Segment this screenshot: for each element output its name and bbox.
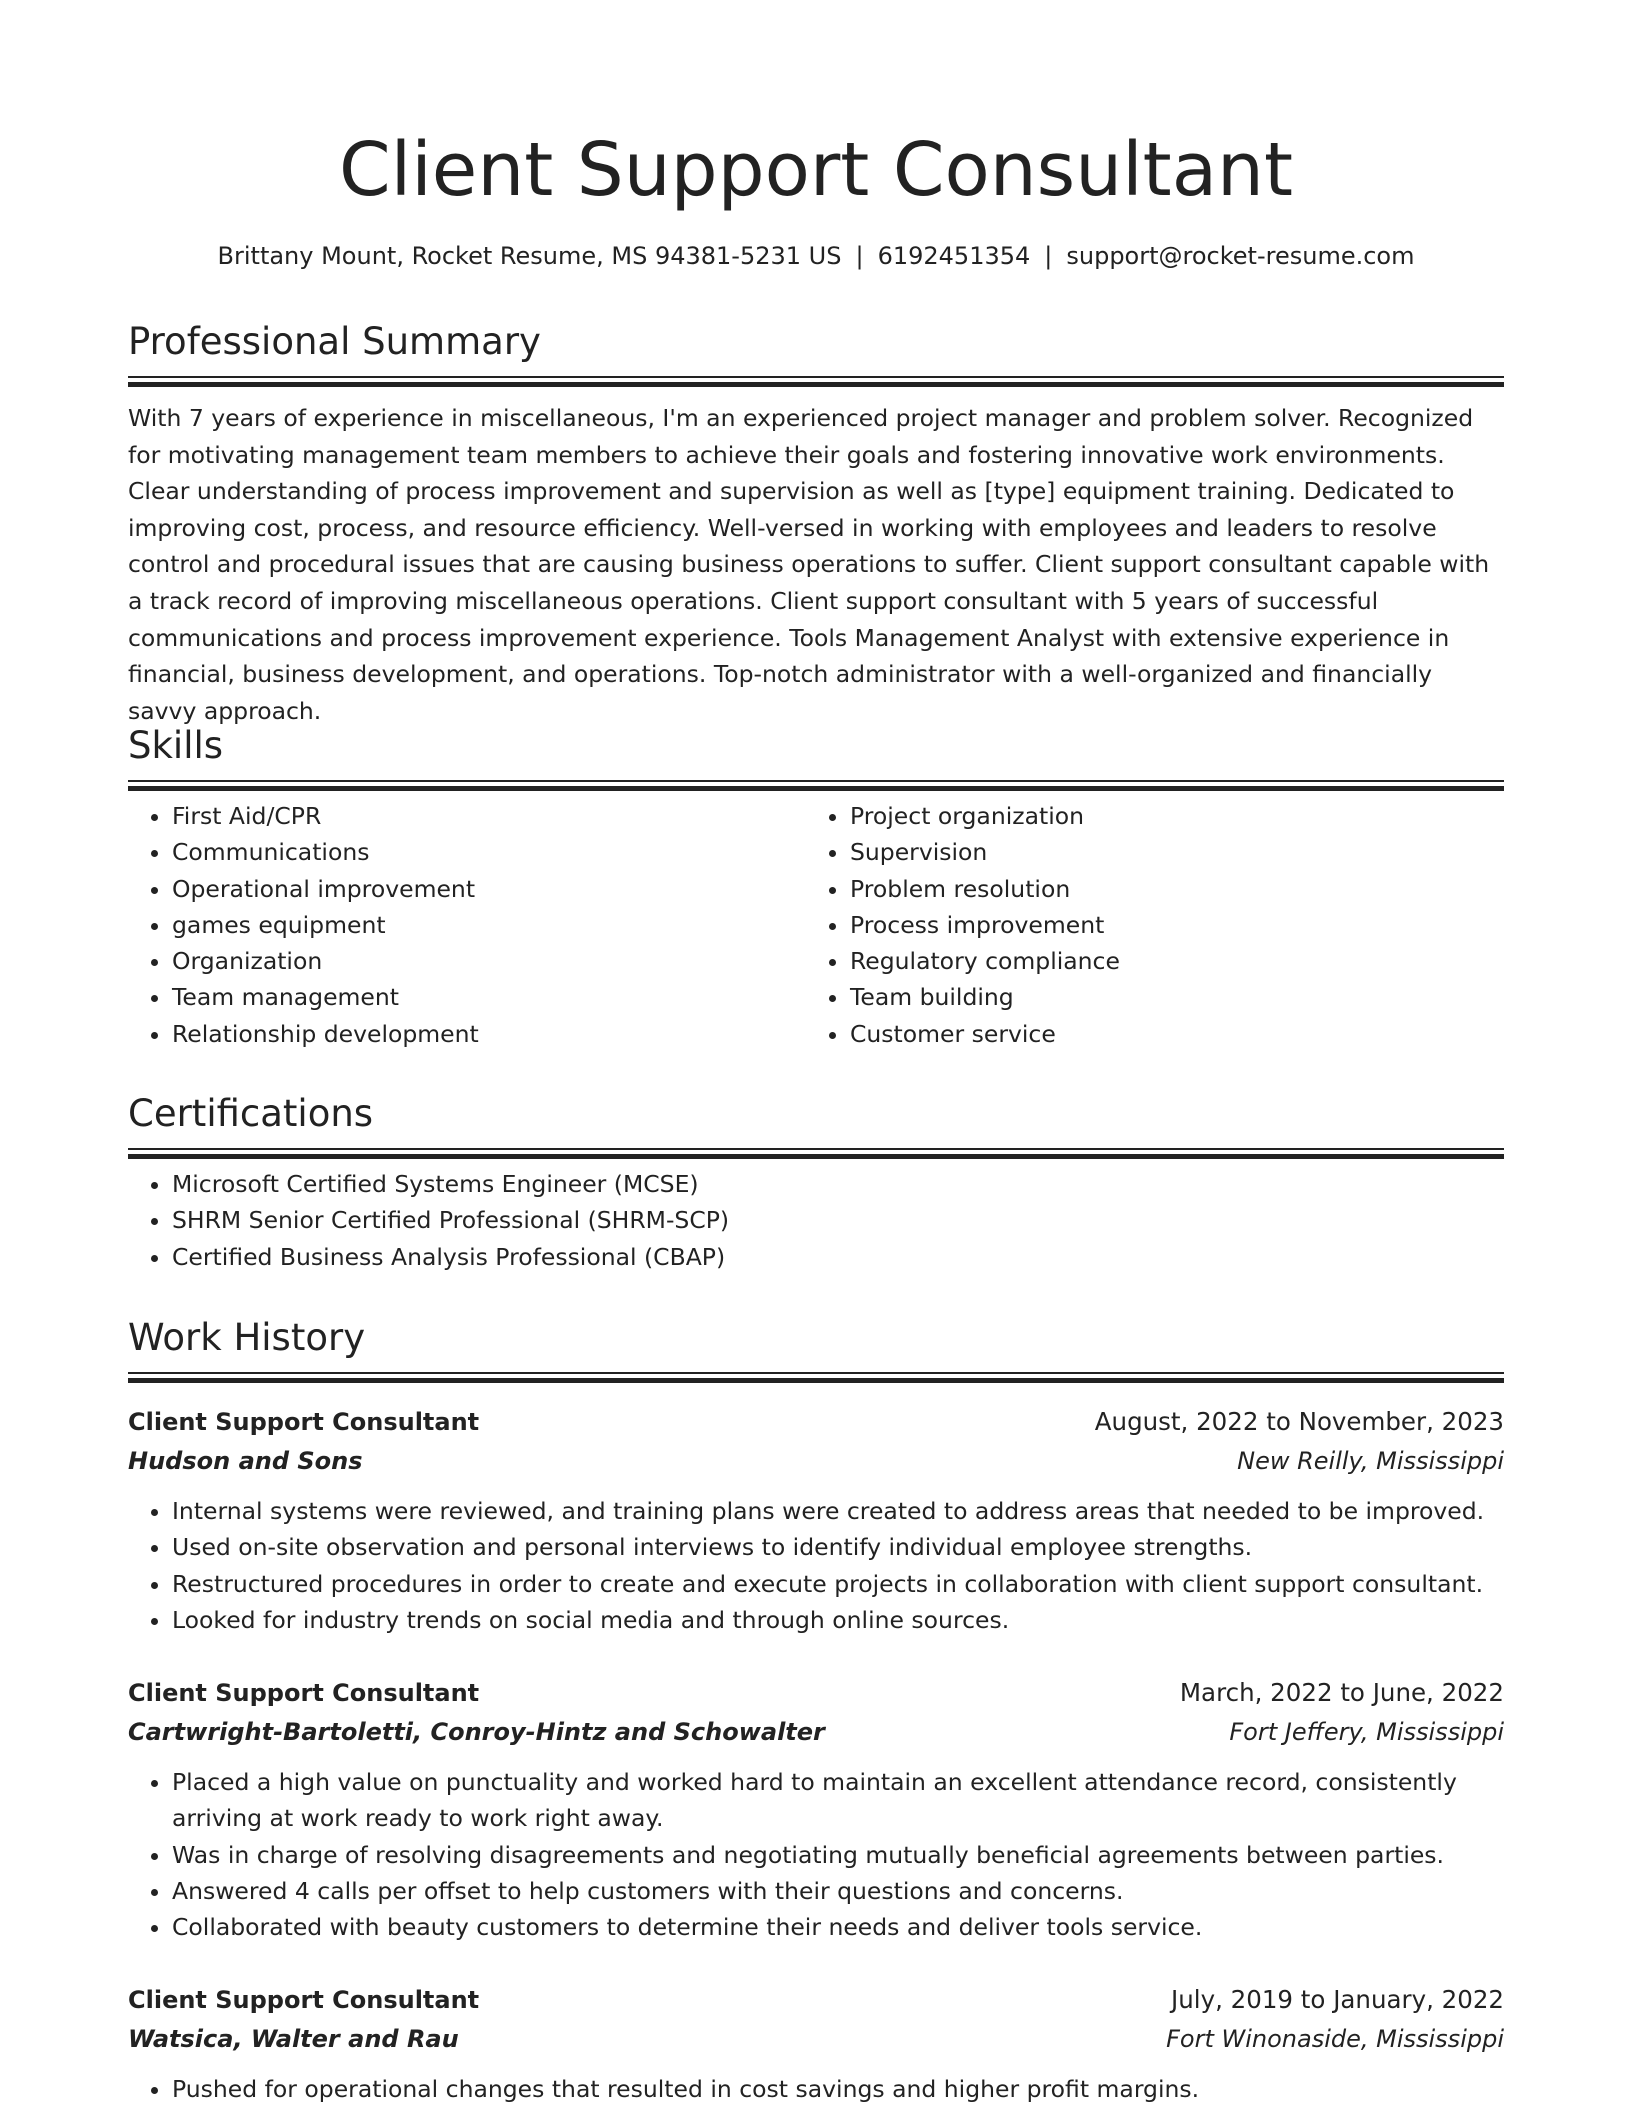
skills-column-right: [806, 798, 1484, 1052]
job-header-row: [128, 1403, 1504, 1441]
certifications-heading: Certifications: [128, 1092, 374, 1135]
job-company: Cartwright-Bartoletti, Conroy-Hintz and Schowalter: [128, 1718, 825, 1746]
section-divider: [128, 376, 1504, 378]
section-divider: [128, 1372, 1504, 1374]
skill-item: • Operational improvement: [172, 871, 806, 907]
skill-item: • Team management: [172, 979, 806, 1015]
job-location: Fort Winonaside, Mississippi: [1166, 2025, 1504, 2053]
job-title: Client Support Consultant: [128, 1986, 480, 2014]
job-entry: [128, 1674, 1504, 1945]
certification-item: • Certified Business Analysis Professional (CBAP): [172, 1239, 1504, 1275]
section-divider: [128, 1148, 1504, 1150]
job-title: Client Support Consultant: [128, 1408, 480, 1436]
certification-item: • Microsoft Certified Systems Engineer (MCSE): [172, 1166, 1504, 1202]
contact-phone: 6192451354: [877, 242, 1031, 270]
certification-item: • SHRM Senior Certified Professional (SHRM-SCP): [172, 1202, 1504, 1238]
job-bullet: • Collaborated with beauty customers to determine their needs and deliver tools service.: [172, 1909, 1504, 1945]
job-bullet: • Internal systems were reviewed, and training plans were created to address areas that needed to be improved.: [172, 1493, 1504, 1529]
job-entry: [128, 1403, 1504, 1638]
job-bullet: • Restructured procedures in order to create and execute projects in collaboration with client support consultant.: [172, 1566, 1504, 1602]
certifications-section: [128, 1090, 1504, 1275]
job-header-row: [128, 1674, 1504, 1712]
skill-item: • Problem resolution: [850, 871, 1484, 907]
work-history-section: [128, 1314, 1504, 1374]
work-history-heading: Work History: [128, 1316, 366, 1359]
skill-item: • games equipment: [172, 907, 806, 943]
job-bullet: • Looked for industry trends on social media and through online sources.: [172, 1602, 1504, 1638]
contact-address: Brittany Mount, Rocket Resume, MS 94381-5231 US: [217, 242, 842, 270]
skill-item: • Supervision: [850, 834, 1484, 870]
skill-item: • Team building: [850, 979, 1484, 1015]
job-subheader-row: [128, 1712, 1504, 1752]
job-title: Client Support Consultant: [128, 1679, 480, 1707]
job-company: Hudson and Sons: [128, 1447, 363, 1475]
job-dates: March, 2022 to June, 2022: [1179, 1678, 1504, 1707]
job-bullets: [128, 1493, 1504, 1638]
job-bullet: • Pushed for operational changes that resulted in cost savings and higher profit margins.: [172, 2071, 1504, 2107]
job-entry: [128, 1981, 1504, 2107]
job-subheader-row: [128, 2019, 1504, 2059]
job-dates: July, 2019 to January, 2022: [1171, 1985, 1504, 2014]
job-dates: August, 2022 to November, 2023: [1094, 1407, 1504, 1436]
job-company: Watsica, Walter and Rau: [128, 2025, 459, 2053]
skills-list-right: [806, 798, 1484, 1052]
job-subheader-row: [128, 1441, 1504, 1481]
summary-heading: Professional Summary: [128, 320, 541, 363]
skill-item: • Project organization: [850, 798, 1484, 834]
skills-section: [128, 722, 1504, 1052]
skill-item: • Organization: [172, 943, 806, 979]
summary-text: With 7 years of experience in miscellaneous, I'm an experienced project manager and problem solver. Recognized for motivating management team members to achieve their goals and fostering innovative work environments. Clear understanding of process improvement and supervision as well as [type] equipment training. Dedicated to improving cost, process, and resource efficiency. Well-versed in working with employees and leaders to resolve control and procedural issues that are causing business operations to suffer. Client support consultant capable with a track record of improving miscellaneous operations. Client support consultant with 5 years of successful communications and process improvement experience. Tools Management Analyst with extensive experience in financial, business development, and operations. Top-notch administrator with a well-organized and financially savvy approach.: [128, 404, 1490, 725]
skill-item: • Relationship development: [172, 1016, 806, 1052]
job-bullet: • Answered 4 calls per offset to help customers with their questions and concerns.: [172, 1873, 1504, 1909]
skill-item: • Regulatory compliance: [850, 943, 1484, 979]
section-divider: [128, 780, 1504, 782]
contact-separator: |: [855, 242, 864, 270]
skills-columns: [128, 798, 1504, 1052]
contact-line: [128, 238, 1504, 274]
skill-item: • Process improvement: [850, 907, 1484, 943]
job-location: Fort Jeffery, Mississippi: [1229, 1718, 1504, 1746]
job-bullets: [128, 1764, 1504, 1945]
skills-column-left: [128, 798, 806, 1052]
job-bullet: • Was in charge of resolving disagreements and negotiating mutually beneficial agreements between parties.: [172, 1837, 1504, 1873]
certifications-list: [128, 1166, 1504, 1275]
skill-item: • Communications: [172, 834, 806, 870]
job-header-row: [128, 1981, 1504, 2019]
skills-heading: Skills: [128, 724, 224, 767]
contact-email: support@rocket-resume.com: [1066, 242, 1415, 270]
resume-title: Client Support Consultant: [339, 127, 1293, 213]
job-bullet: • Used on-site observation and personal interviews to identify individual employee strengths.: [172, 1529, 1504, 1565]
skill-item: • Customer service: [850, 1016, 1484, 1052]
job-location: New Reilly, Mississippi: [1237, 1447, 1504, 1475]
skills-list-left: [128, 798, 806, 1052]
contact-separator: |: [1044, 242, 1053, 270]
summary-section: [128, 318, 1504, 729]
job-bullets: [128, 2071, 1504, 2107]
job-bullet: • Placed a high value on punctuality and worked hard to maintain an excellent attendance record, consistently arriving at work ready to work right away.: [172, 1764, 1504, 1837]
resume-page: [128, 0, 1504, 2112]
skill-item: • First Aid/CPR: [172, 798, 806, 834]
